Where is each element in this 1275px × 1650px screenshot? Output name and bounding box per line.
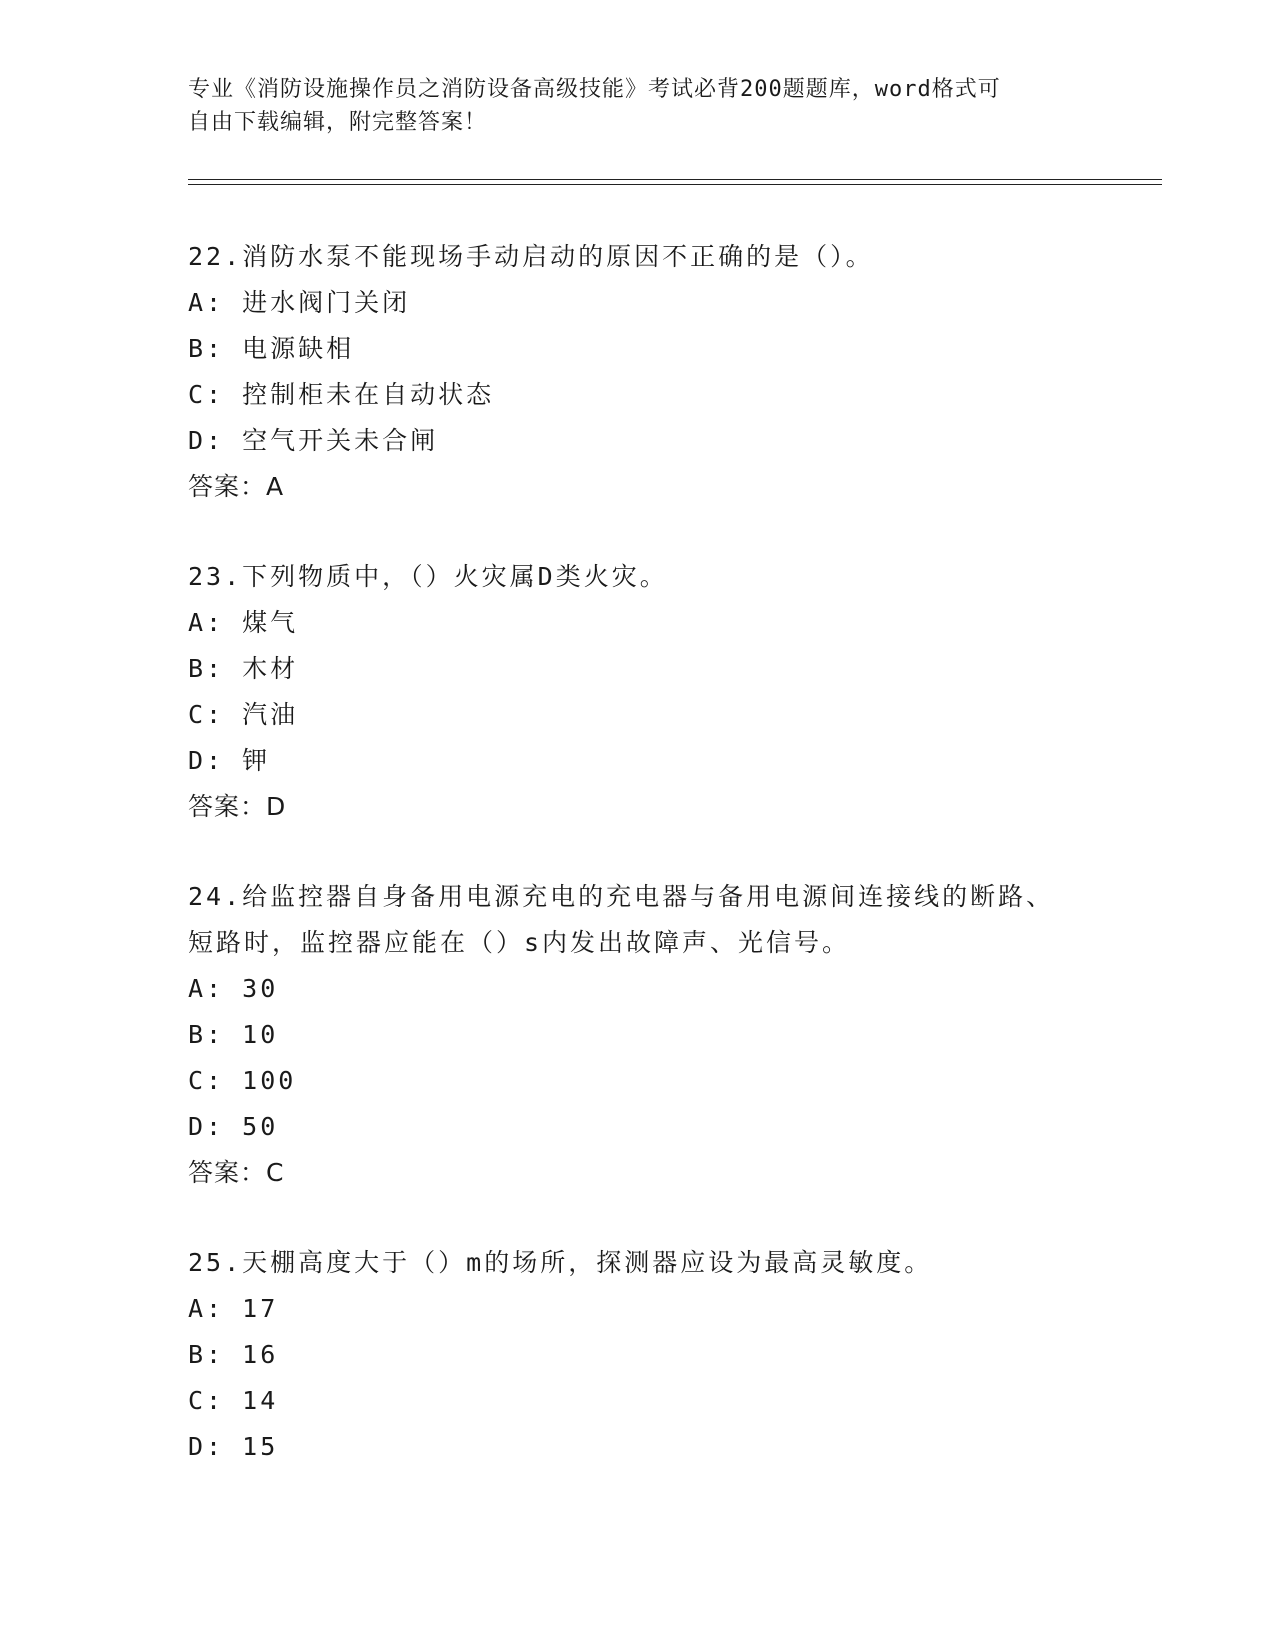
option-c: C: 14: [188, 1386, 279, 1415]
question-24: [188, 874, 1088, 1196]
option-c: C: 100: [188, 1066, 297, 1095]
document-header: [188, 73, 1088, 139]
option-c: C: 汽油: [188, 700, 299, 729]
option-b: B: 电源缺相: [188, 334, 355, 363]
question-25: [188, 1240, 1088, 1470]
answer: 答案：C: [188, 1158, 285, 1187]
option-c: C: 控制柜未在自动状态: [188, 380, 495, 409]
question-stem-line-2: 短路时，监控器应能在（）s内发出故障声、光信号。: [188, 928, 851, 957]
question-22: [188, 234, 1088, 510]
question-stem: 23.下列物质中，（）火灾属D类火灾。: [188, 562, 668, 591]
option-a: A: 17: [188, 1294, 279, 1323]
option-d: D: 15: [188, 1432, 279, 1461]
header-line-1: 专业《消防设施操作员之消防设备高级技能》考试必背200题题库，word格式可: [188, 77, 1001, 102]
option-b: B: 木材: [188, 654, 299, 683]
option-b: B: 10: [188, 1020, 279, 1049]
option-d: D: 50: [188, 1112, 279, 1141]
option-d: D: 钾: [188, 746, 271, 775]
header-line-2: 自由下载编辑，附完整答案！: [188, 110, 488, 135]
option-a: A: 煤气: [188, 608, 299, 637]
question-stem-line-1: 24.给监控器自身备用电源充电的充电器与备用电源间连接线的断路、: [188, 882, 1055, 911]
question-23: [188, 554, 1088, 830]
option-a: A: 30: [188, 974, 279, 1003]
question-stem: 22.消防水泵不能现场手动启动的原因不正确的是（）。: [188, 242, 874, 271]
option-b: B: 16: [188, 1340, 279, 1369]
option-a: A: 进水阀门关闭: [188, 288, 411, 317]
option-d: D: 空气开关未合闸: [188, 426, 439, 455]
question-stem: 25.天棚高度大于（）m的场所，探测器应设为最高灵敏度。: [188, 1248, 933, 1277]
answer: 答案：A: [188, 472, 285, 501]
header-divider-bottom: [188, 184, 1162, 185]
header-divider-top: [188, 179, 1162, 180]
answer: 答案：D: [188, 792, 287, 821]
